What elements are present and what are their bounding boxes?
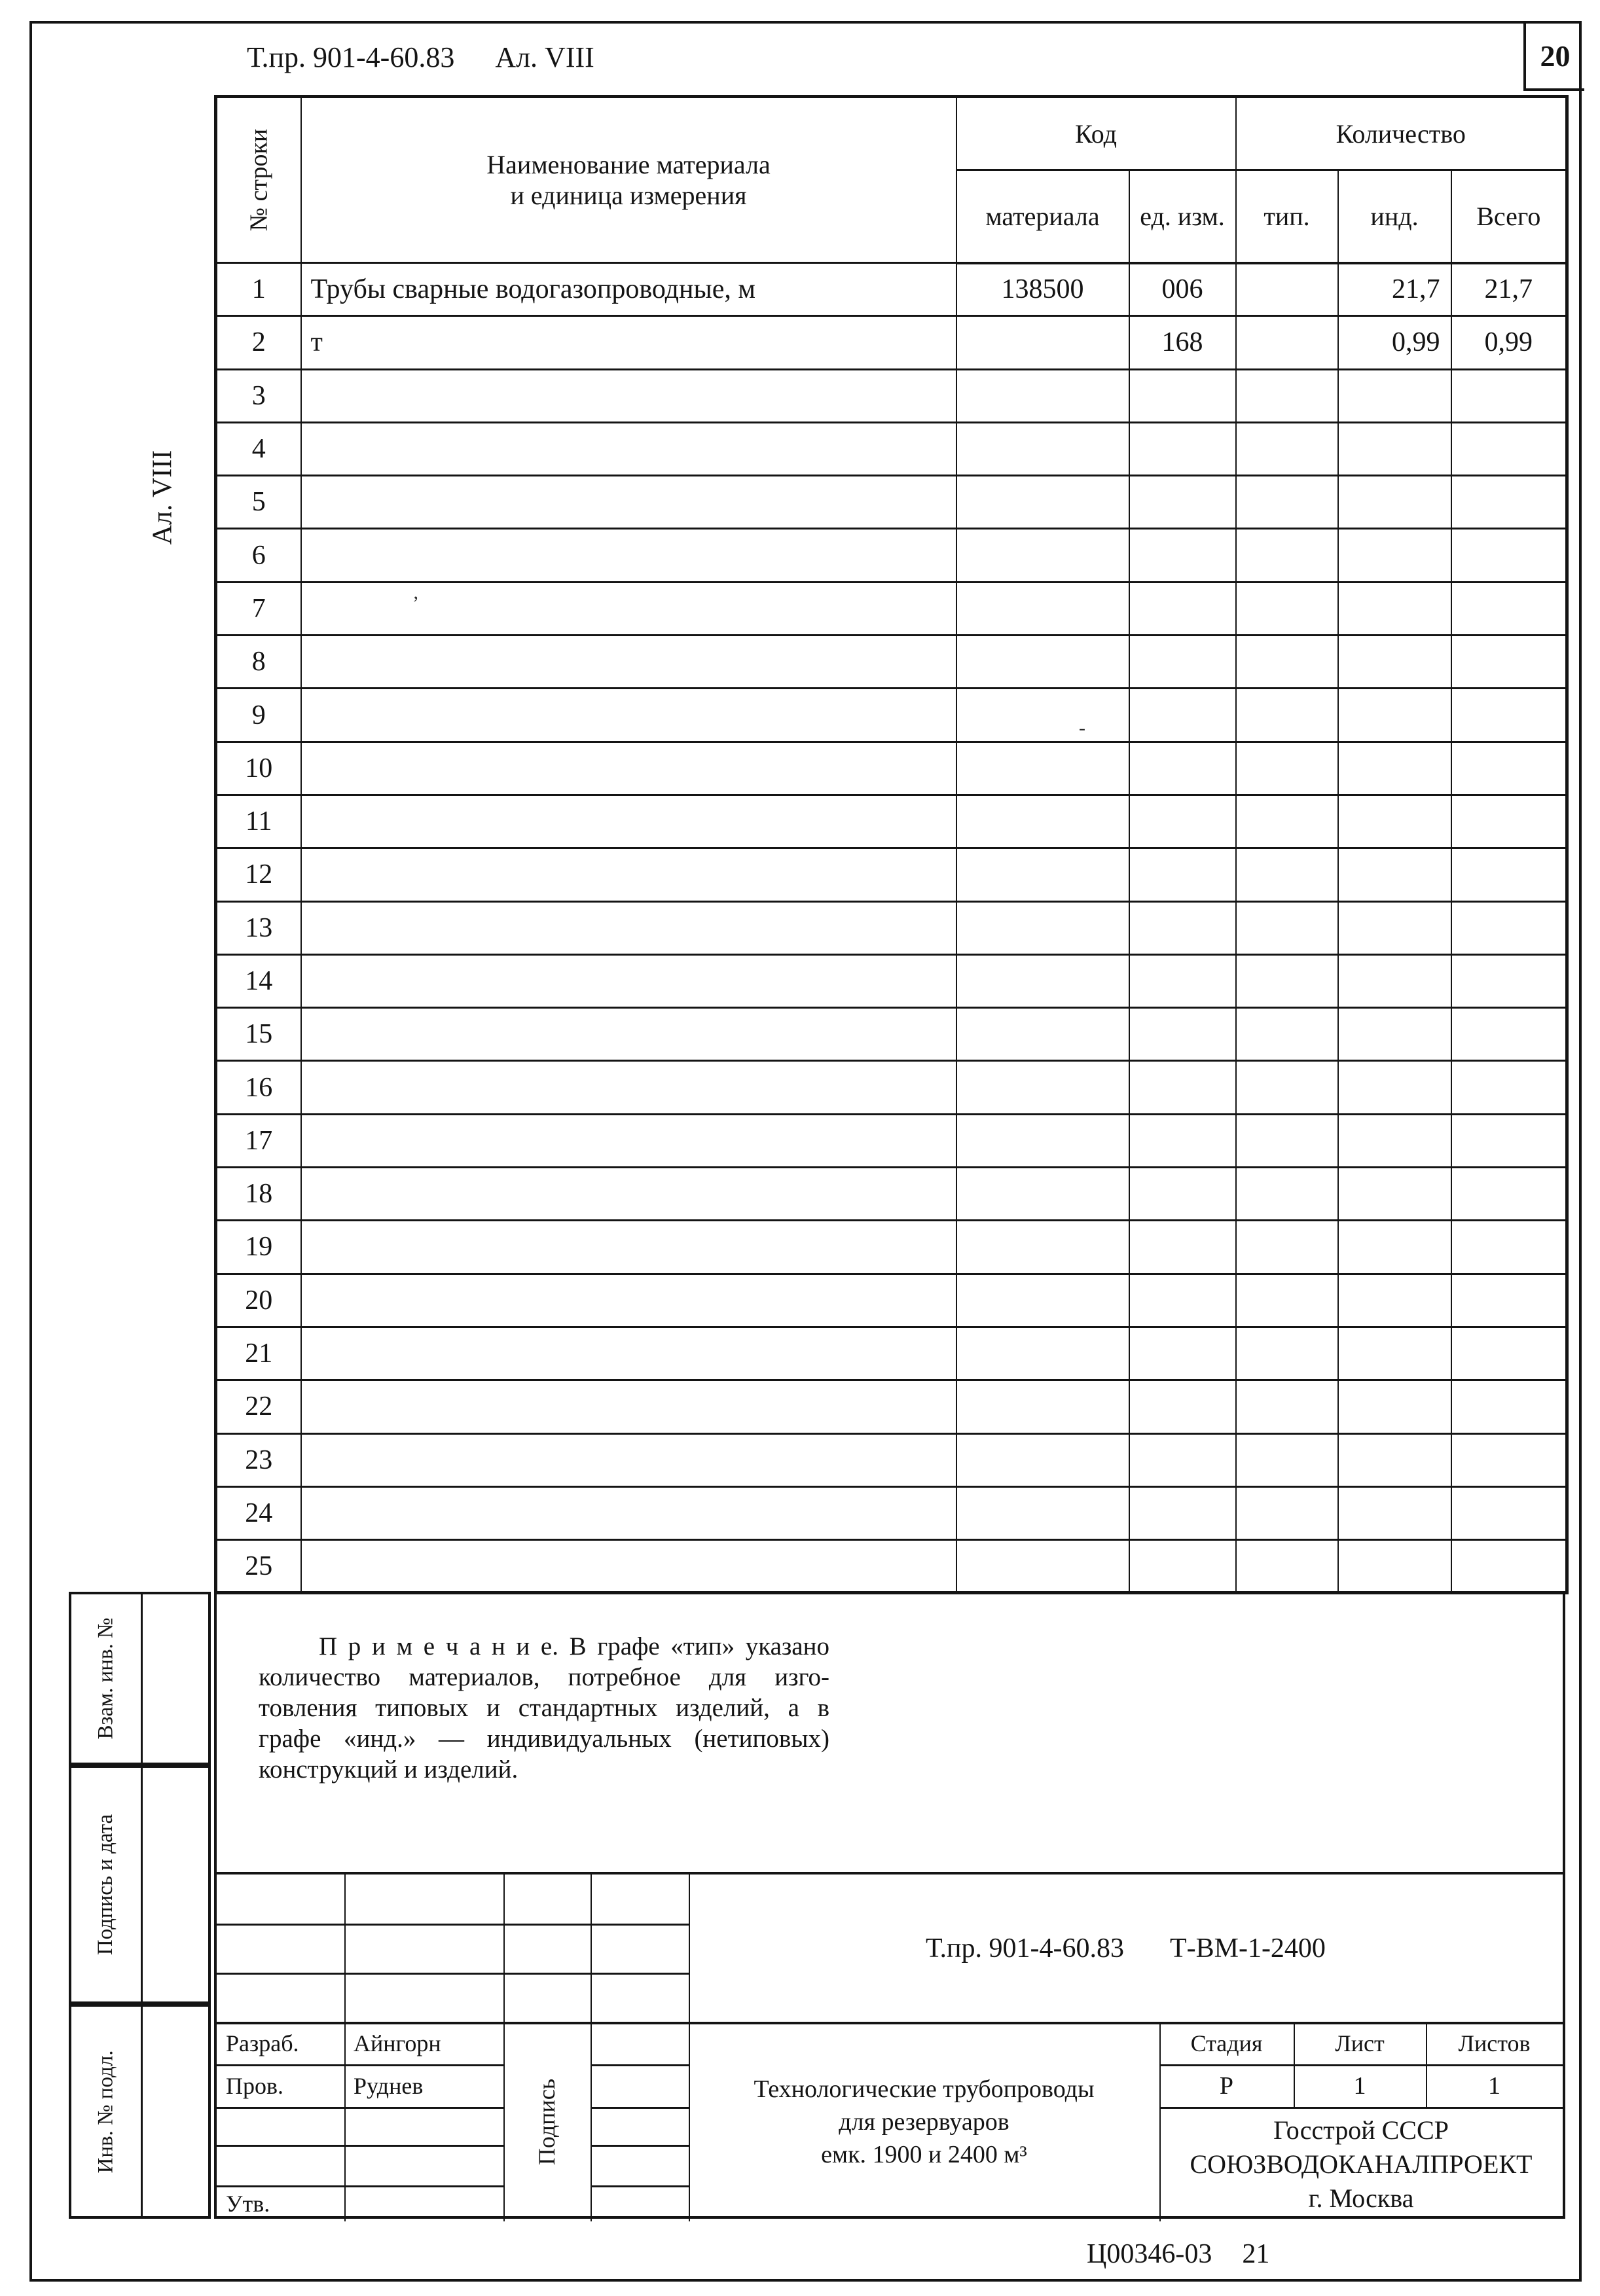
cell-name (301, 1540, 956, 1593)
cell-tip (1236, 1221, 1338, 1274)
role-label-approved: Утв. (226, 2190, 270, 2217)
cell-unit (1129, 1114, 1236, 1167)
cell-ind (1338, 1380, 1451, 1433)
table-row (216, 1221, 1567, 1274)
materials-table-wrap (214, 95, 1569, 1594)
table-row (216, 689, 1567, 742)
cell-mat (956, 1274, 1129, 1327)
note-paragraph (259, 1631, 829, 1785)
cell-total (1451, 1274, 1567, 1327)
cell-name (301, 529, 956, 582)
note-line: товления типовых и стандартных изделий, а в (259, 1694, 829, 1722)
cell-tip (1236, 795, 1338, 848)
cell-total (1451, 1380, 1567, 1433)
cell-num: 16 (216, 1061, 301, 1114)
project-title-line: для резервуаров (839, 2108, 1009, 2136)
cell-name: Трубы сварные водогазопроводные, м (301, 263, 956, 316)
cell-unit (1129, 1168, 1236, 1221)
table-row (216, 1168, 1567, 1221)
cell-num: 12 (216, 848, 301, 901)
cell-ind (1338, 1114, 1451, 1167)
column-header-row-number: № строки (216, 97, 301, 263)
cell-name (301, 1327, 956, 1380)
stamp-box-inv-podl (69, 2004, 211, 2219)
cell-unit (1129, 1540, 1236, 1593)
cell-unit (1129, 1274, 1236, 1327)
sheets-value: 1 (1488, 2072, 1500, 2100)
sheets-label: Листов (1458, 2030, 1531, 2056)
note-line: П р и м е ч а н и е. В графе «тип» указано (319, 1632, 829, 1660)
cell-mat (956, 1380, 1129, 1433)
cell-mat (956, 1486, 1129, 1539)
cell-mat (956, 1114, 1129, 1167)
doc-ref: Т.пр. 901-4-60.83 (926, 1933, 1124, 1964)
note-line: графе «инд.» — индивидуальных (нетиповых) (259, 1725, 829, 1753)
table-row (216, 422, 1567, 475)
cell-tip (1236, 529, 1338, 582)
footer-sheet-number: 21 (1242, 2239, 1270, 2269)
cell-unit (1129, 1221, 1236, 1274)
cell-mat (956, 316, 1129, 369)
cell-total (1451, 901, 1567, 954)
table-row (216, 1380, 1567, 1433)
grid-line (591, 2107, 689, 2109)
role-name-checked: Руднев (354, 2072, 424, 2099)
table-row (216, 316, 1567, 369)
cell-num: 25 (216, 1540, 301, 1593)
doc-code: Т-ВМ-1-2400 (1169, 1933, 1326, 1964)
cell-tip (1236, 316, 1338, 369)
cell-ind (1338, 422, 1451, 475)
cell-num: 4 (216, 422, 301, 475)
cell-unit (1129, 1008, 1236, 1061)
cell-num: 7 (216, 582, 301, 635)
cell-unit: 168 (1129, 316, 1236, 369)
table-header (216, 97, 1567, 263)
cell-unit (1129, 582, 1236, 635)
cell-total (1451, 582, 1567, 635)
cell-num: 24 (216, 1486, 301, 1539)
role-name-empty (354, 2107, 501, 2145)
cell-tip (1236, 422, 1338, 475)
cell-mat (956, 1433, 1129, 1486)
cell-ind (1338, 689, 1451, 742)
cell-ind (1338, 901, 1451, 954)
cell-ind (1338, 954, 1451, 1007)
cell-total (1451, 529, 1567, 582)
cell-ind: 0,99 (1338, 316, 1451, 369)
signature-column (503, 2022, 591, 2221)
frame-right-segment (1563, 1592, 1565, 1874)
titleblock-doc-reference (689, 1874, 1563, 2022)
cell-mat (956, 636, 1129, 689)
cell-unit (1129, 954, 1236, 1007)
cell-mat (956, 1540, 1129, 1593)
cell-mat (956, 1221, 1129, 1274)
stamp-divider (141, 1768, 143, 2001)
grid-line (217, 1973, 689, 1975)
cell-unit (1129, 742, 1236, 795)
table-row (216, 1274, 1567, 1327)
cell-name (301, 1274, 956, 1327)
cell-total (1451, 476, 1567, 529)
cell-ind (1338, 582, 1451, 635)
role-label-empty (226, 2145, 340, 2185)
cell-ind (1338, 1540, 1451, 1593)
cell-tip (1236, 1540, 1338, 1593)
cell-name (301, 742, 956, 795)
cell-mat (956, 954, 1129, 1007)
album-reference: Ал. VIII (495, 41, 594, 73)
column-header-unit-code: ед. изм. (1129, 170, 1236, 263)
project-title (689, 2022, 1159, 2221)
cell-tip (1236, 1327, 1338, 1380)
cell-total: 0,99 (1451, 316, 1567, 369)
stamp-box-vzam-inv (69, 1592, 211, 1765)
role-name-approved (354, 2185, 501, 2221)
cell-tip (1236, 1061, 1338, 1114)
cell-name (301, 1114, 956, 1167)
grid-line (344, 1874, 346, 2221)
cell-name: т (301, 316, 956, 369)
top-header (247, 41, 594, 74)
note-line: количество материалов, потребное для изго- (259, 1663, 829, 1691)
table-row (216, 636, 1567, 689)
cell-unit (1129, 1327, 1236, 1380)
cell-ind (1338, 1061, 1451, 1114)
cell-total (1451, 795, 1567, 848)
table-row (216, 1114, 1567, 1167)
page-number-box (1523, 24, 1584, 91)
cell-total (1451, 1540, 1567, 1593)
cell-unit (1129, 689, 1236, 742)
stamp-label-podpis-data: Подпись и дата (94, 1814, 118, 1956)
cell-num: 20 (216, 1274, 301, 1327)
cell-name (301, 582, 956, 635)
cell-name (301, 1061, 956, 1114)
cell-num: 10 (216, 742, 301, 795)
cell-total (1451, 369, 1567, 422)
role-label-checked: Пров. (226, 2072, 283, 2099)
cell-ind (1338, 636, 1451, 689)
organization-line: г. Москва (1308, 2183, 1414, 2213)
cell-unit (1129, 901, 1236, 954)
cell-name (301, 689, 956, 742)
scan-mark: - (1079, 717, 1085, 739)
cell-total (1451, 1327, 1567, 1380)
cell-unit (1129, 1433, 1236, 1486)
grid-line (591, 2185, 689, 2187)
table-row (216, 476, 1567, 529)
cell-ind (1338, 529, 1451, 582)
cell-ind (1338, 1327, 1451, 1380)
cell-unit (1129, 1486, 1236, 1539)
cell-ind (1338, 1486, 1451, 1539)
cell-unit (1129, 795, 1236, 848)
cell-num: 17 (216, 1114, 301, 1167)
album-side-label: Ал. VIII (147, 450, 177, 545)
cell-num: 3 (216, 369, 301, 422)
grid-line (217, 1924, 689, 1926)
cell-num: 6 (216, 529, 301, 582)
stage-value: Р (1219, 2072, 1234, 2100)
table-row (216, 1540, 1567, 1593)
cell-name (301, 954, 956, 1007)
cell-ind (1338, 1168, 1451, 1221)
cell-name (301, 1168, 956, 1221)
cell-mat (956, 422, 1129, 475)
column-header-individual: инд. (1338, 170, 1451, 263)
cell-total (1451, 689, 1567, 742)
doc-reference: Т.пр. 901-4-60.83 (247, 41, 455, 73)
cell-mat (956, 742, 1129, 795)
project-title-line: Технологические трубопроводы (754, 2075, 1095, 2103)
table-row (216, 795, 1567, 848)
column-header-typical: тип. (1236, 170, 1338, 263)
cell-unit: 006 (1129, 263, 1236, 316)
role-label-developed: Разраб. (226, 2030, 299, 2056)
cell-name (301, 795, 956, 848)
cell-mat (956, 689, 1129, 742)
cell-ind (1338, 848, 1451, 901)
cell-total (1451, 1114, 1567, 1167)
stamp-divider (141, 1594, 143, 1763)
column-header-total: Всего (1451, 170, 1567, 263)
cell-total (1451, 1221, 1567, 1274)
cell-mat (956, 529, 1129, 582)
cell-mat (956, 369, 1129, 422)
cell-mat (956, 795, 1129, 848)
column-group-code: Код (956, 97, 1236, 170)
cell-total (1451, 742, 1567, 795)
cell-tip (1236, 742, 1338, 795)
cell-name (301, 476, 956, 529)
cell-mat (956, 1327, 1129, 1380)
table-row (216, 1486, 1567, 1539)
cell-tip (1236, 263, 1338, 316)
cell-tip (1236, 636, 1338, 689)
project-title-line: емк. 1900 и 2400 м³ (821, 2140, 1027, 2168)
table-row (216, 529, 1567, 582)
organization-line: СОЮЗВОДОКАНАЛПРОЕКТ (1190, 2149, 1533, 2179)
table-row (216, 1327, 1567, 1380)
cell-ind (1338, 1433, 1451, 1486)
grid-line (591, 1874, 592, 2221)
cell-unit (1129, 422, 1236, 475)
cell-ind (1338, 1008, 1451, 1061)
page-number: 20 (1540, 39, 1571, 73)
cell-tip (1236, 689, 1338, 742)
table-row (216, 263, 1567, 316)
role-label-empty (226, 2107, 340, 2145)
cell-ind (1338, 476, 1451, 529)
table-body (216, 263, 1567, 1593)
table-row (216, 1008, 1567, 1061)
cell-mat: 138500 (956, 263, 1129, 316)
cell-total (1451, 1433, 1567, 1486)
grid-line (591, 2145, 689, 2147)
cell-name (301, 369, 956, 422)
cell-num: 23 (216, 1433, 301, 1486)
column-header-material-code: материала (956, 170, 1129, 263)
footer-code (1087, 2238, 1269, 2270)
cell-ind (1338, 1221, 1451, 1274)
scan-mark: ’ (412, 592, 419, 614)
cell-name (301, 1221, 956, 1274)
cell-num: 5 (216, 476, 301, 529)
stage-label: Стадия (1190, 2030, 1263, 2056)
cell-total (1451, 422, 1567, 475)
table-row (216, 742, 1567, 795)
cell-mat (956, 476, 1129, 529)
materials-table (214, 95, 1569, 1594)
cell-ind: 21,7 (1338, 263, 1451, 316)
column-header-material-name: Наименование материала и единица измерения (301, 97, 956, 263)
stamp-label-vzam-inv: Взам. инв. № (94, 1617, 118, 1740)
cell-total (1451, 1061, 1567, 1114)
cell-ind (1338, 795, 1451, 848)
cell-total (1451, 1008, 1567, 1061)
title-block (214, 1872, 1565, 2219)
cell-num: 1 (216, 263, 301, 316)
cell-name (301, 1008, 956, 1061)
cell-num: 2 (216, 316, 301, 369)
cell-name (301, 848, 956, 901)
stamp-label-inv-podl: Инв. № подл. (94, 2049, 118, 2174)
cell-num: 11 (216, 795, 301, 848)
cell-total (1451, 636, 1567, 689)
cell-num: 15 (216, 1008, 301, 1061)
cell-num: 21 (216, 1327, 301, 1380)
signature-column-label: Подпись (534, 2078, 560, 2165)
organization-block (1159, 2107, 1563, 2221)
cell-mat (956, 1008, 1129, 1061)
cell-num: 22 (216, 1380, 301, 1433)
cell-mat (956, 848, 1129, 901)
cell-ind (1338, 742, 1451, 795)
cell-name (301, 1486, 956, 1539)
cell-num: 9 (216, 689, 301, 742)
cell-mat (956, 1168, 1129, 1221)
cell-unit (1129, 476, 1236, 529)
cell-tip (1236, 1380, 1338, 1433)
role-name-developed: Айнгорн (354, 2030, 441, 2056)
cell-mat (956, 901, 1129, 954)
cell-name (301, 901, 956, 954)
table-row (216, 369, 1567, 422)
cell-total (1451, 1486, 1567, 1539)
cell-name (301, 1380, 956, 1433)
cell-tip (1236, 954, 1338, 1007)
sheet-label: Лист (1335, 2030, 1385, 2056)
cell-mat (956, 582, 1129, 635)
cell-tip (1236, 1168, 1338, 1221)
stamp-box-podpis-data (69, 1765, 211, 2004)
table-row (216, 1433, 1567, 1486)
cell-tip (1236, 1008, 1338, 1061)
cell-num: 14 (216, 954, 301, 1007)
cell-ind (1338, 369, 1451, 422)
cell-total (1451, 954, 1567, 1007)
cell-unit (1129, 848, 1236, 901)
cell-tip (1236, 1486, 1338, 1539)
cell-tip (1236, 369, 1338, 422)
cell-tip (1236, 582, 1338, 635)
cell-name (301, 1433, 956, 1486)
cell-mat (956, 1061, 1129, 1114)
cell-ind (1338, 1274, 1451, 1327)
cell-unit (1129, 1380, 1236, 1433)
role-name-empty (354, 2145, 501, 2185)
cell-total (1451, 1168, 1567, 1221)
cell-num: 19 (216, 1221, 301, 1274)
cell-tip (1236, 1433, 1338, 1486)
table-row (216, 848, 1567, 901)
cell-total (1451, 848, 1567, 901)
frame-left-segment (214, 1592, 217, 1874)
cell-tip (1236, 901, 1338, 954)
table-row (216, 1061, 1567, 1114)
cell-num: 18 (216, 1168, 301, 1221)
organization-line: Госстрой СССР (1273, 2115, 1449, 2145)
cell-tip (1236, 1114, 1338, 1167)
footer-doc-code: Ц00346-03 (1087, 2239, 1212, 2269)
cell-num: 8 (216, 636, 301, 689)
table-row (216, 954, 1567, 1007)
cell-tip (1236, 848, 1338, 901)
cell-unit (1129, 1061, 1236, 1114)
note-line: конструкций и изделий. (259, 1755, 518, 1784)
table-row (216, 901, 1567, 954)
grid-line (591, 2064, 689, 2066)
cell-unit (1129, 529, 1236, 582)
cell-total: 21,7 (1451, 263, 1567, 316)
cell-tip (1236, 476, 1338, 529)
cell-num: 13 (216, 901, 301, 954)
cell-name (301, 422, 956, 475)
sheet-value: 1 (1353, 2072, 1366, 2100)
cell-name (301, 636, 956, 689)
column-group-quantity: Количество (1236, 97, 1567, 170)
cell-unit (1129, 636, 1236, 689)
cell-unit (1129, 369, 1236, 422)
stamp-divider (141, 2007, 143, 2216)
cell-tip (1236, 1274, 1338, 1327)
